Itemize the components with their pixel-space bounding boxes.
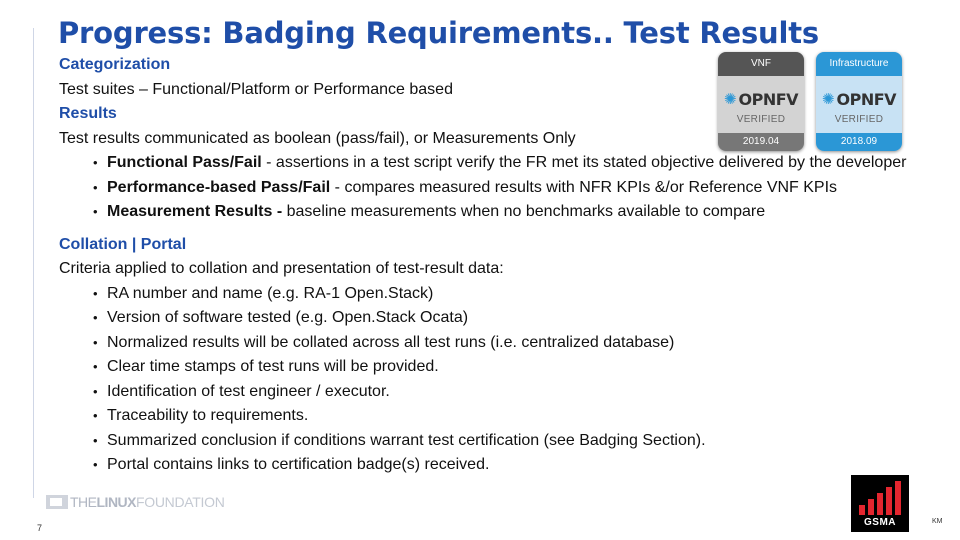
opnfv-burst-icon: ✺ [723,91,737,108]
collation-text: Criteria applied to collation and presentation of test-result data: [59,260,504,277]
badge-verified-label: VERIFIED [834,114,884,125]
results-bullet: • Functional Pass/Fail - assertions in a test script verify the FR met its stated objective delivered by the developer [93,154,907,171]
badge-date: 2019.04 [718,133,804,151]
bullet-text: baseline measurements when no benchmarks available to compare [282,203,766,220]
badge-caption: Infrastructure [816,52,902,76]
collation-bullet: • Identification of test engineer / executor. [93,382,390,400]
collation-heading: Collation | Portal [59,235,187,253]
linux-foundation-logo: THE LINUX FOUNDATION [46,494,225,510]
bullet-bold: Functional Pass/Fail [107,154,262,171]
results-heading: Results [59,105,117,122]
gsma-bar-icon [868,499,874,515]
left-rule [33,28,34,498]
opnfv-logo [816,90,902,108]
footer-tag: KM [932,518,943,525]
gsma-bar-icon [895,481,901,515]
results-text: Test results communicated as boolean (pass/fail), or Measurements Only [59,129,576,147]
bullet-text: - assertions in a test script verify the FR met its stated objective delivered by the developer [261,154,907,171]
opnfv-wordmark: OPNFV [738,89,799,109]
opnfv-wordmark: OPNFV [836,89,897,109]
results-bullet-list [93,151,937,225]
badge-date: 2018.09 [816,133,902,151]
opnfv-vnf-badge [718,52,804,151]
results-bullet: • Measurement Results - baseline measurements when no benchmarks available to compare [93,203,766,220]
page-number: 7 [37,523,43,533]
collation-bullet: • Normalized results will be collated across all test runs (i.e. centralized database) [93,333,675,351]
bullet-bold: Performance-based Pass/Fail [107,178,331,196]
collation-bullet-list [93,282,937,478]
gsma-bar-icon [859,505,865,515]
opnfv-burst-icon: ✺ [821,91,835,108]
opnfv-infrastructure-badge [816,52,902,151]
collation-bullet: • Version of software tested (e.g. Open.Stack Ocata) [93,309,469,326]
bullet-text: - compares measured results with NFR KPIs &/or Reference VNF KPIs [330,178,838,196]
collation-bullet: • RA number and name (e.g. RA-1 Open.Stack) [93,284,434,302]
gsma-logo [851,475,909,532]
linux-foundation-mark-icon [46,495,68,509]
results-bullet: • Performance-based Pass/Fail - compares measured results with NFR KPIs &/or Reference VNF KPIs [93,178,838,196]
collation-bullet: • Summarized conclusion if conditions warrant test certification (see Badging Section). [93,431,706,449]
categorization-heading: Categorization [59,56,171,73]
page-title: Progress: Badging Requirements.. Test Results [58,16,819,50]
gsma-bar-icon [877,493,883,515]
opnfv-logo [718,90,804,108]
collation-bullet: • Clear time stamps of test runs will be provided. [93,358,439,375]
badge-verified-label: VERIFIED [736,114,786,125]
collation-bullet: • Portal contains links to certification badge(s) received. [93,456,490,473]
gsma-bar-icon [886,487,892,515]
badge-caption: VNF [718,52,804,76]
slide-body [59,53,939,478]
categorization-text: Test suites – Functional/Platform or Performance based [59,80,453,98]
bullet-bold: Measurement Results - [107,203,283,220]
gsma-wordmark: GSMA [864,517,896,528]
collation-bullet: • Traceability to requirements. [93,407,309,424]
